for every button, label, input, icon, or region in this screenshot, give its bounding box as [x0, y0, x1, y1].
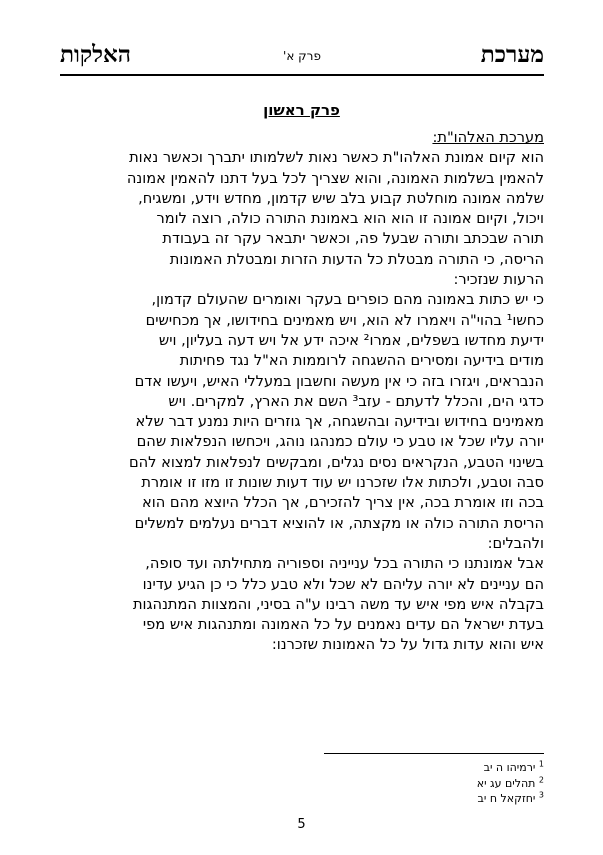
header-book-title: מערכת	[480, 41, 544, 68]
footnote-text: ירמיהו ה יב	[483, 761, 536, 774]
text-line: הם עניינים לא יורה עליהם לא שכל ולא טבע כלל כי כן הגיע עדינו	[142, 575, 544, 593]
text-line: כחשו¹ בהוי"ה ויאמרו לא הוא, ויש מאמינים בחידושו, אך מכחישים	[145, 311, 544, 329]
header-chapter-label: פרק א'	[283, 49, 321, 63]
text-line: ויכול, וקיום אמונה זו הוא הוא באמונת התורה כולה, רוצה לומר	[156, 210, 544, 228]
footnote-divider	[324, 753, 544, 754]
footnotes	[344, 760, 544, 807]
text-line: בכה וזו אומרת בכה, אין צריך להזכירם, אך הכלל היוצא מהם הוא	[142, 494, 544, 512]
text-line: הנבראים, ויגזרו בזה כי אין מעשה וחשבון במעללי האיש, ויעשו אדם	[134, 372, 544, 390]
footnote-text: יחזקאל ח יב	[477, 792, 536, 805]
text-line: יורה עליו שכל או טבע כי עולם כמנהגו נוהג, ויכחשו הנפלאות שהם	[136, 433, 544, 451]
text-line: ולהבלים:	[487, 534, 544, 552]
text-line: בעדת ישראל הם עדים נאמנים על כל האמונה ומתנהגות איש מפי	[142, 616, 544, 634]
page-number: 5	[297, 817, 306, 832]
text-line: ידיעת מחדשו בשפלים, אמרו² איכה ידע אל ויש דעה בעליון, ויש	[158, 331, 544, 349]
running-header	[60, 42, 544, 72]
text-line: אבל אמונתנו כי התורה בכל ענייניה וספוריה מתחילתה ועד סופה,	[145, 555, 544, 573]
footnote-item	[344, 760, 544, 776]
body-text	[60, 128, 544, 656]
text-line: כדגי הים, והכלל לדעתם - עזב³ השם את הארץ, למקרים. ויש	[168, 392, 544, 410]
text-line: שלמה אמונה מוחלטת קבוע בלב שיש קדמון, מחדש וידע, ומשגיח,	[138, 189, 544, 207]
text-line: הריסה, כי התורה מבטלת כל הדעות הזרות ומבטלת האמונות	[169, 250, 544, 268]
footnote-item	[344, 791, 544, 807]
text-line: כי יש כתות באמונה מהם כופרים בעקר ואומרים שהעולם קדמון,	[151, 291, 544, 309]
section-heading: מערכת האלהו"ת:	[432, 129, 544, 146]
text-line: איש והוא עדות גדול על כל האמונות שזכרנו:	[271, 636, 544, 654]
chapter-title: פרק ראשון	[263, 101, 340, 119]
footnote-text: תהלים עג יא	[476, 776, 536, 790]
footnote-item	[344, 776, 544, 792]
text-line: בקבלה איש מפי איש עד משה רבינו ע"ה בסיני, והמצוות המתנהגות	[132, 595, 544, 613]
text-line: להאמין בשלמות האמונה, והוא שצריך לכל בעל דתנו להאמין אמונה	[126, 169, 544, 187]
text-line: מודים בידיעה ומסירים ההשגחה לרוממות הא"ל נגד פחיתות	[179, 352, 544, 370]
text-line: הוא קיום אמונת האלהו"ת כאשר נאות לשלמותו יתברך וכאשר נאות	[129, 149, 544, 167]
text-line: תורה שבכתב ותורה שבעל פה, וכאשר יתבאר עקר זה בעבודת	[162, 230, 544, 248]
text-line: סבה וטבע, ולכתות אלו שזכרנו יש עוד דעות שונות זו מזו זו אומרת	[141, 474, 544, 492]
text-line: מאמינים בחידוש ובידיעה ובהשגחה, אך גוזרים היות נמנע דבר שלא	[135, 413, 544, 431]
text-line: הריסת התורה כולה או מקצתה, או להוציא דברים נעלמים למשלים	[134, 514, 544, 532]
footnote-number: 1	[538, 759, 544, 769]
text-line: הרעות שנזכיר:	[453, 271, 544, 289]
text-line: בשינוי הטבע, הנקראים נסים נגלים, ומבקשים לנפלאות למצוא להם	[128, 453, 544, 471]
header-section-title: האלקות	[60, 41, 131, 68]
footnote-number: 3	[538, 790, 544, 800]
header-divider	[60, 74, 544, 76]
footnote-number: 2	[538, 774, 544, 784]
